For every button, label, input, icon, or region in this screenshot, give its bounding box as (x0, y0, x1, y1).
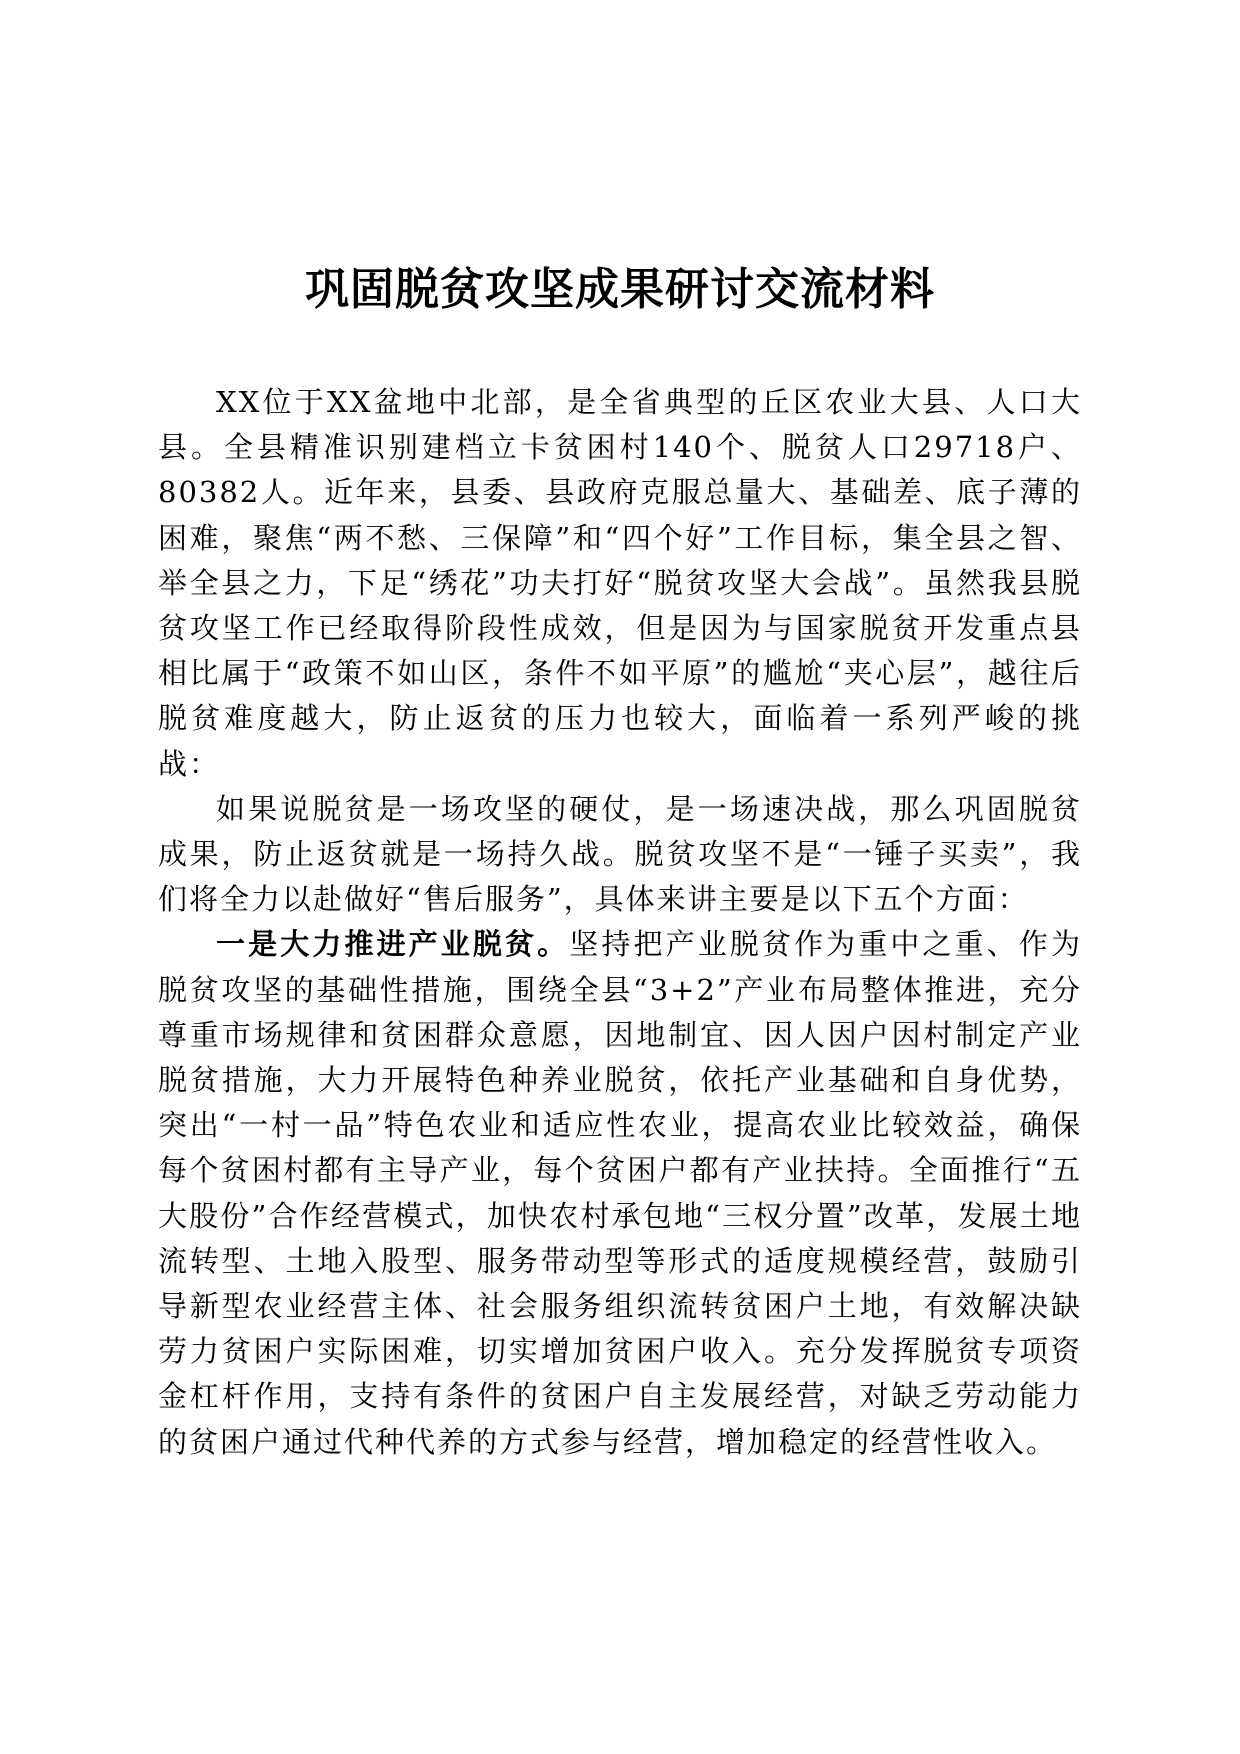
paragraph-industry-text: 坚持把产业脱贫作为重中之重、作为脱贫攻坚的基础性措施，围绕全县“3+2”产业布局整体推进，充分尊重市场规律和贫困群众意愿，因地制宜、因人因户因村制定产业脱贫措施，大力开展特色种养业脱贫，依托产业基础和自身优势，突出“一村一品”特色农业和适应性农业，提高农业比较效益，确保每个贫困村都有主导产业，每个贫困户都有产业扶持。全面推行“五大股份”合作经营模式，加快农村承包地“三权分置”改革，发展土地流转型、土地入股型、服务带动型等形式的适度规模经营，鼓励引导新型农业经营主体、社会服务组织流转贫困户土地，有效解决缺劳力贫困户实际困难，切实增加贫困户收入。充分发挥脱贫专项资金杠杆作用，支持有条件的贫困户自主发展经营，对缺乏劳动能力的贫困户通过代种代养的方式参与经营，增加稳定的经营性收入。 (158, 927, 1082, 1459)
paragraph-intro (158, 380, 1082, 787)
paragraph-lead-heading: 一是大力推进产业脱贫。 (216, 927, 570, 962)
document-title: 巩固脱贫攻坚成果研讨交流材料 (305, 264, 935, 315)
paragraph-transition (158, 787, 1082, 923)
document-body (158, 380, 1082, 1465)
paragraph-transition-text: 如果说脱贫是一场攻坚的硬仗，是一场速决战，那么巩固脱贫成果，防止返贫就是一场持久战。脱贫攻坚不是“一锤子买卖”，我们将全力以赴做好“售后服务”，具体来讲主要是以下五个方面： (158, 791, 1082, 917)
paragraph-intro-text: XX位于XX盆地中北部，是全省典型的丘区农业大县、人口大县。全县精准识别建档立卡贫困村140个、脱贫人口29718户、80382人。近年来，县委、县政府克服总量大、基础差、底子薄的困难，聚焦“两不愁、三保障”和“四个好”工作目标，集全县之智、举全县之力，下足“绣花”功夫打好“脱贫攻坚大会战”。虽然我县脱贫攻坚工作已经取得阶段性成效，但是因为与国家脱贫开发重点县相比属于“政策不如山区，条件不如平原”的尴尬“夹心层”，越往后脱贫难度越大，防止返贫的压力也较大，面临着一系列严峻的挑战： (158, 385, 1082, 781)
paragraph-industry-poverty-relief (158, 922, 1082, 1464)
